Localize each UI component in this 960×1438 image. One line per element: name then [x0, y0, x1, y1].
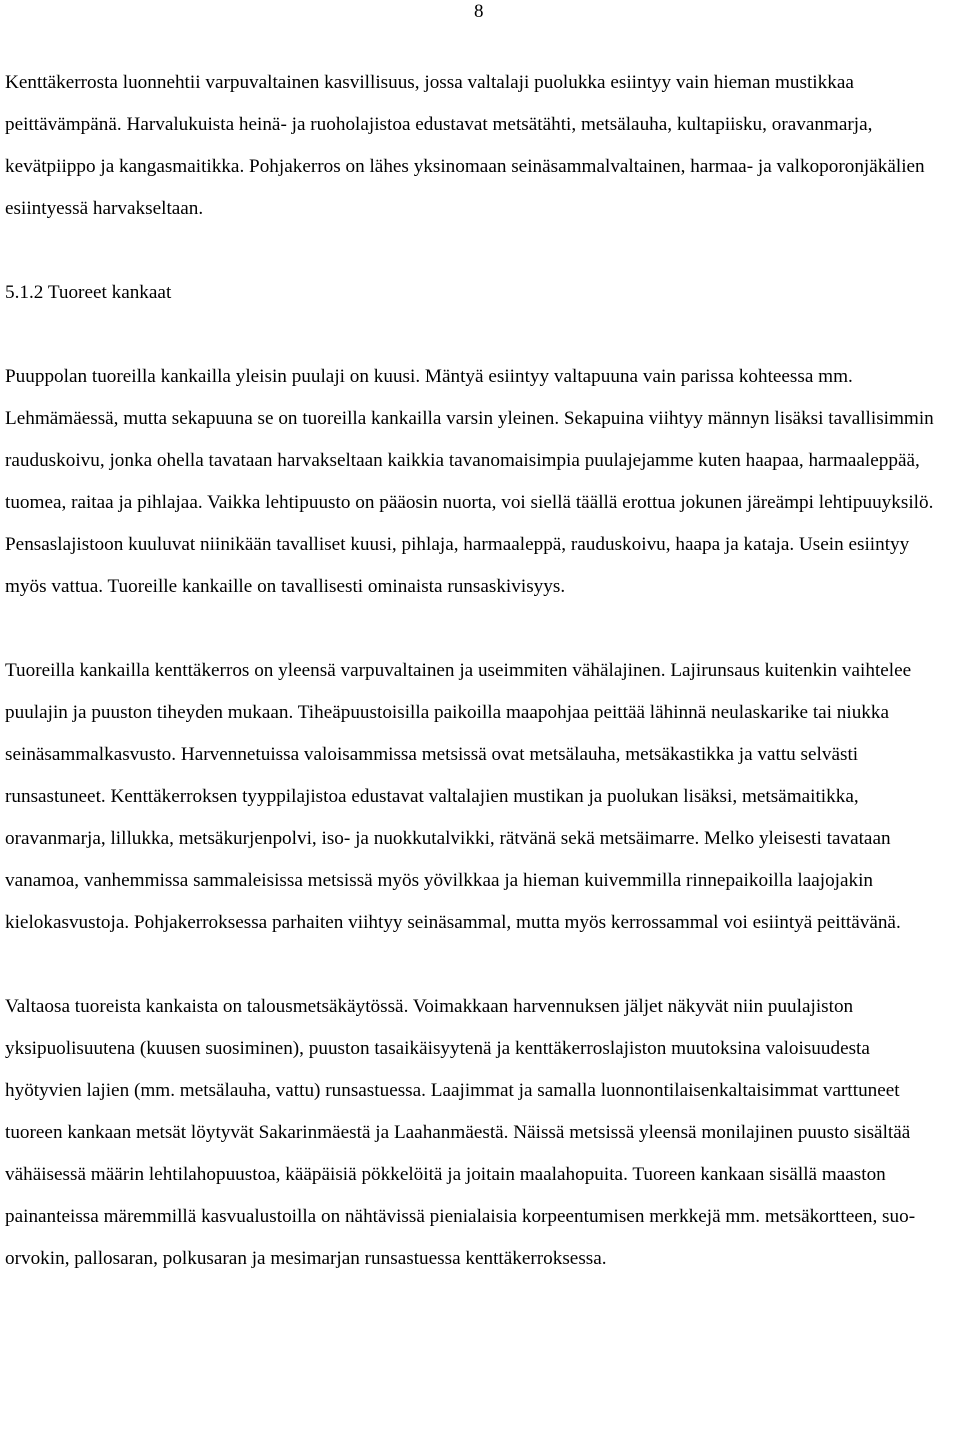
page-number: 8 — [474, 1, 484, 22]
paragraph-4: Valtaosa tuoreista kankaista on talousmetsäkäytössä. Voimakkaan harvennuksen jäljet näkyvät niin puulajiston yksipuolisuutena (kuusen suosiminen), puuston tasaikäisyytenä ja kenttäkerroslajiston muutoksina valoisuudesta hyötyvien lajien (mm. metsälauha, vattu) runsastuessa. Laajimmat ja samalla luonnontilaisenkaltaisimmat varttuneet tuoreen kankaan metsät löytyvät Sakarinmäestä ja Laahanmäestä. Näissä metsissä yleensä monilajinen puusto sisältää vähäisessä määrin lehtilahopuustoa, kääpäisiä pökkelöitä ja joitain maalahopuita. Tuoreen kankaan sisällä maaston painanteissa märemmillä kasvualustoilla on nähtävissä pienialaisia korpeentumisen merkkejä mm. metsäkortteen, suo-orvokin, pallosaran, polkusaran ja mesimarjan runsastuessa kenttäkerroksessa. — [5, 996, 916, 1269]
paragraph-1: Kenttäkerrosta luonnehtii varpuvaltainen kasvillisuus, jossa valtalaji puolukka esiintyy vain hieman mustikkaa peittävämpänä. Harvalukuista heinä- ja ruoholajistoa edustavat metsätähti, metsälauha, kultapiisku, oravanmarja, kevätpiippo ja kangasmaitikka. Pohjakerros on lähes yksinomaan seinäsammalvaltainen, harmaa- ja valkoporonjäkälien esiintyessä harvakseltaan. — [5, 72, 925, 219]
section-heading: 5.1.2 Tuoreet kankaat — [5, 282, 172, 303]
paragraph-2: Puuppolan tuoreilla kankailla yleisin puulaji on kuusi. Mäntyä esiintyy valtapuuna vain parissa kohteessa mm. Lehmämäessä, mutta sekapuuna se on tuoreilla kankailla varsin yleinen. Sekapuina viihtyy männyn lisäksi tavallisimmin rauduskoivu, jonka ohella tavataan harvakseltaan kaikkia tavanomaisimpia puulajejamme kuten haapaa, harmaaleppää, tuomea, raitaa ja pihlajaa. Vaikka lehtipuusto on pääosin nuorta, voi siellä täällä erottua jokunen järeämpi lehtipuuyksilö. Pensaslajistoon kuuluvat niinikään tavalliset kuusi, pihlaja, harmaaleppä, rauduskoivu, haapa ja kataja. Usein esiintyy myös vattua. Tuoreille kankaille on tavallisesti ominaista runsaskivisyys. — [5, 366, 934, 597]
document-body — [5, 62, 950, 1280]
paragraph-3: Tuoreilla kankailla kenttäkerros on yleensä varpuvaltainen ja useimmiten vähälajinen. Lajirunsaus kuitenkin vaihtelee puulajin ja puuston tiheyden mukaan. Tiheäpuustoisilla paikoilla maapohjaa peittää lähinnä neulaskarike tai niukka seinäsammalkasvusto. Harvennetuissa valoisammissa metsissä ovat metsälauha, metsäkastikka ja vattu selvästi runsastuneet. Kenttäkerroksen tyyppilajistoa edustavat valtalajien mustikan ja puolukan lisäksi, metsämaitikka, oravanmarja, lillukka, metsäkurjenpolvi, iso- ja nuokkutalvikki, rätvänä sekä metsäimarre. Melko yleisesti tavataan vanamoa, vanhemmissa sammaleisissa metsissä myös yövilkkaa ja hieman kuivemmilla rinnepaikoilla laajojakin kielokasvustoja. Pohjakerroksessa parhaiten viihtyy seinäsammal, mutta myös kerrossammal voi esiintyä peittävänä. — [5, 660, 912, 933]
